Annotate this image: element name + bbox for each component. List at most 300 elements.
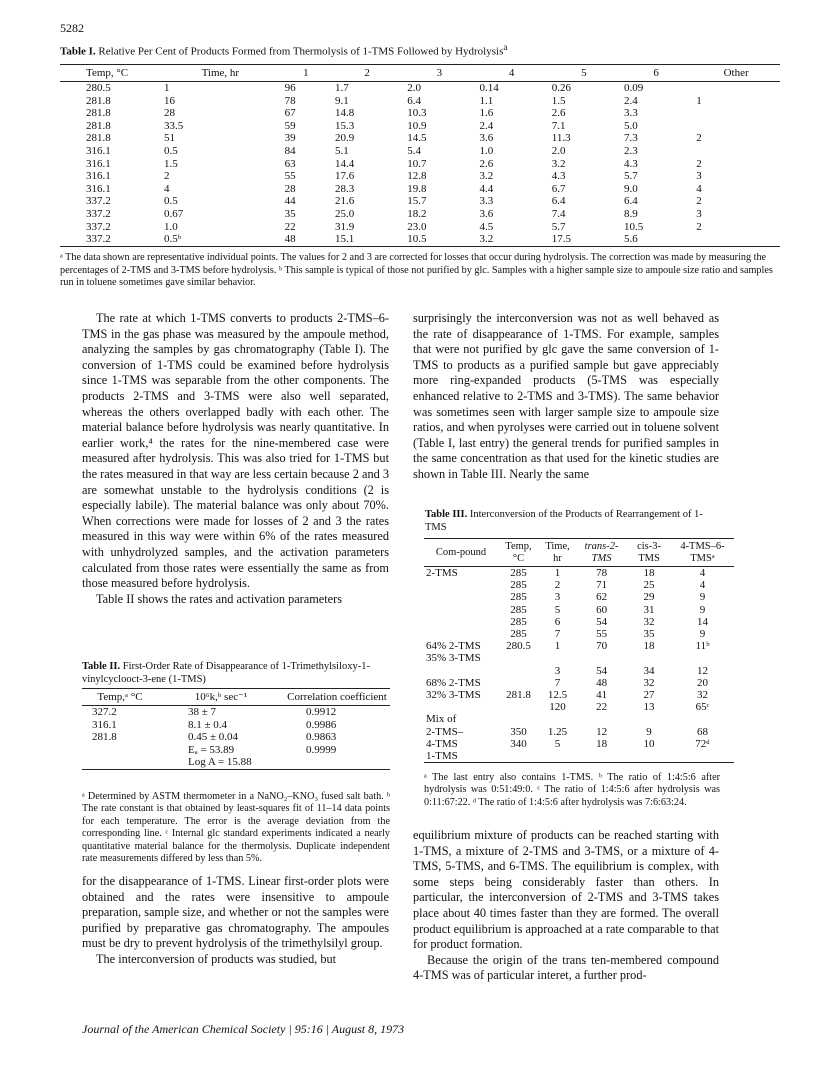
table1-cell: 316.1 [86, 157, 111, 170]
table3-cell: 5 [554, 737, 561, 750]
table1-cell: 17.6 [335, 170, 355, 183]
table2-cell: 316.1 [92, 718, 117, 731]
table1-cell: 3.6 [479, 132, 494, 145]
table3-cell: 4-TMS [426, 737, 458, 750]
table1-cell: 14.4 [335, 157, 355, 170]
table1-cell: 281.8 [86, 132, 111, 145]
table3-header-temp: Temp, °C [498, 539, 539, 567]
table3-header-4-6: 4-TMS–6-TMSᵃ [671, 539, 734, 567]
table3-cell [576, 652, 627, 664]
table3-row [424, 689, 734, 701]
table1-cell: 281.8 [86, 107, 111, 120]
table3-cell: 48 [596, 676, 608, 689]
table1-cell: 84 [284, 144, 296, 157]
table1-row [60, 183, 780, 196]
page-number: 5282 [60, 21, 84, 35]
table3-cell: 9 [646, 725, 652, 738]
table1-cell: 39 [284, 132, 296, 145]
table3-cell: 27 [643, 689, 655, 702]
table3-cell [671, 750, 734, 763]
table3-cell: 12 [596, 725, 608, 738]
table1-cell: 51 [164, 132, 175, 145]
table3-cell: 1 [554, 567, 561, 579]
table1-cell: 35 [284, 207, 296, 220]
table1-cell: 281.8 [86, 94, 111, 107]
table3-cell: 7 [554, 628, 561, 641]
table3-cell: 4 [699, 579, 706, 592]
table1-cell: 25.0 [335, 207, 355, 220]
left-paragraph-1: The rate at which 1-TMS converts to products 2-TMS–6-TMS in the gas phase was measured by the ampoule method, analyzing the samples by gas chromatography (Table I). The conversion of 1-TMS could be examined before hydrolysis since 1-TMS was separable from the other components. The products 2-TMS and 3-TMS were also well separated, whereas the others overlapped badly with each other. The material balance before hydrolysis was nearly quantitative. In earlier work,⁴ the rates for the nine-membered case were measured after hydrolysis. This was also tried for 1-TMS but the rates measured in that way are less certain because 2 and 3 are somewhat unstable to the hydrolysis conditions (2 is especially labile). The material balance was only about 70%. When corrections were made for losses of 2 and 3 the rates measured in this way were within 6% of the rates measured with unhydrolyzed samples, and the activation parameters calculated from those rates were essentially the same as from those measured before hydrolysis. [82, 311, 389, 591]
table3-cell: 68 [696, 725, 708, 738]
table2-cell: 0.9863 [306, 731, 337, 744]
table3-cell [498, 701, 539, 713]
table1-cell: 44 [284, 195, 296, 208]
table1-cell: 7.3 [624, 132, 638, 145]
table3-cell: 1.25 [547, 725, 568, 738]
table2-cell [82, 756, 158, 769]
table2-cell: 0.9986 [306, 718, 337, 731]
table1-cell: 1.5 [551, 94, 566, 107]
table3-header-compound: Com-pound [424, 539, 498, 567]
table1-header-temp: Temp, °C [60, 65, 160, 82]
table1-cell: 8.9 [624, 207, 638, 220]
table3-cell: 18 [643, 640, 655, 653]
table3-cell: 2-TMS [426, 567, 458, 579]
table1-cell: 6.4 [624, 195, 638, 208]
table3-cell: 280.5 [506, 640, 531, 653]
table1-cell: 3.2 [476, 233, 548, 246]
table3-header-time: Time, hr [539, 539, 576, 567]
table1-cell: 3.2 [479, 170, 494, 183]
table1-cell: 14.8 [335, 107, 355, 120]
table1-cell: 3.3 [624, 107, 638, 120]
table1-cell: 316.1 [86, 182, 111, 195]
table1-cell: 17.5 [548, 233, 620, 246]
table3-cell: 34 [643, 664, 655, 677]
table1-cell: 15.7 [407, 195, 427, 208]
table1-header-5: 5 [548, 65, 620, 82]
table1-cell: 9.1 [335, 94, 349, 107]
table1-cell: 337.2 [86, 220, 111, 233]
table1-cell: 28 [164, 107, 175, 120]
table1-cell: 1.1 [479, 94, 494, 107]
table3-cell: 18 [596, 737, 608, 750]
table2-title: First-Order Rate of Disappearance of 1-Trimethylsiloxy-1-vinylcyclooct-3-ene (1-TMS) [82, 661, 370, 685]
table3-row [424, 652, 734, 664]
table2-footnote: ᵃ Determined by ASTM thermometer in a NaNO₂–KNO₃ fused salt bath. ᵇ The rate constant is that obtained by least-squares fit of 11–14 data points for each temperature. The error is the average deviation from the corresponding line. ᶜ Internal glc standard experiments indicated a nearly quantitative material balance for the thermolysis. Duplicate independent rate measurements differed by less than 5%. [82, 791, 390, 865]
table1-cell: 2.4 [479, 119, 494, 132]
table1-cell: 63 [284, 157, 296, 170]
table1-row [60, 132, 780, 145]
table1-cell [692, 145, 780, 158]
table3-cell [424, 579, 498, 591]
table1-cell: 22 [284, 220, 296, 233]
table1-cell: 10.3 [407, 107, 427, 120]
table3 [424, 538, 734, 763]
table2-cell: 0.9912 [306, 706, 337, 718]
table1-cell: 15.1 [331, 233, 403, 246]
table3-cell [498, 677, 539, 689]
table1-cell: 2 [164, 170, 170, 183]
journal-footer: Journal of the American Chemical Society | 95:16 | August 8, 1973 [82, 1022, 405, 1036]
table3-cell: 12.5 [547, 689, 568, 702]
table3-cell: 62 [596, 591, 608, 604]
table3-cell [576, 750, 627, 763]
table1-header-time: Time, hr [160, 65, 281, 82]
table1-cell: 337.2 [60, 233, 160, 246]
table3-cell [539, 713, 576, 725]
table1-row [60, 221, 780, 234]
table1-row [60, 95, 780, 108]
table1-cell: 280.5 [86, 82, 111, 94]
table1-cell: 96 [284, 82, 296, 94]
table1-cell: 12.8 [407, 170, 427, 183]
table3-cell: 350 [510, 725, 527, 738]
table1-cell: 31.9 [335, 220, 355, 233]
table3-cell [627, 713, 671, 725]
table3-row [424, 713, 734, 725]
right-paragraph-1: surprisingly the interconversion was not as well behaved as the rate of disappearance of 1-TMS. For example, samples that were not purified by glc gave the same conversion of 1-TMS to products as a purified sample but gave appreciably more ring-expanded products (5-TMS was especially enhanced relative to 2-TMS and 3-TMS). The same behavior was sometimes seen with larger sample size to ampoule size ratios, and when pyrolyses were carried out in toluene solvent (Table I, last entry) the general trends for purified samples in the same concentration as that used for the kinetic studies are shown in Table III. Nearly the same [413, 311, 719, 481]
table1-cell: 10.5 [403, 233, 475, 246]
table3-cell: 7 [554, 676, 561, 689]
table3-cell: 3 [554, 664, 561, 677]
table3-cell [424, 591, 498, 603]
table1-row [60, 170, 780, 183]
table1-title-mark: a [503, 42, 508, 52]
table1-cell: 5.0 [624, 119, 638, 132]
table1-cell: 16 [164, 94, 175, 107]
table2-label: Table II. [82, 661, 121, 672]
table3-cell [539, 652, 576, 664]
table1-cell: 6.7 [551, 182, 566, 195]
table3-row [424, 604, 734, 616]
table3-cell: 2 [554, 579, 561, 592]
table1-cell: 2.3 [624, 144, 638, 157]
table1-title: Relative Per Cent of Products Formed from Thermolysis of 1-TMS Followed by Hydrolysis [98, 45, 504, 58]
table1-cell: 19.8 [407, 182, 427, 195]
left-column-top [82, 311, 389, 607]
table2-row [82, 756, 390, 769]
table1-cell: 10.5 [624, 220, 644, 233]
table1-cell: 78 [284, 94, 296, 107]
table1-footnote: ᵃ The data shown are representative individual points. The values for 2 and 3 are corrected for losses that occur during hydrolysis. The correction was made by measuring the percentages of 2-TMS and 3-TMS before hydrolysis. ᵇ This sample is typical of those not purified by glc. Samples with a higher sample size to ampoule size ratio and samples run in toluene sometimes gave similar behavior. [60, 252, 773, 288]
table3-cell: 14 [696, 615, 708, 628]
table3-header-row [424, 539, 734, 567]
table1-cell: 2.0 [407, 82, 422, 94]
table1-cell: 0.67 [164, 207, 184, 220]
table3-row [424, 701, 734, 713]
table1-cell [692, 107, 780, 120]
table1-cell: 7.1 [551, 119, 566, 132]
table1-cell: 5.1 [335, 144, 349, 157]
table1-cell: 2 [696, 195, 702, 208]
table3-cell: 2-TMS– [426, 725, 464, 738]
table1-cell [692, 120, 780, 133]
left-paragraph-3: for the disappearance of 1-TMS. Linear first-order plots were obtained and the rates were insensitive to ampoule preparation, sample size, and whether or not the samples were purified by preparative gas chromatography. The ampoules must be dry to prevent hydrolysis of the trimethylsilyl group. [82, 874, 389, 951]
table2-cell [82, 744, 158, 757]
table3-cell: 12 [696, 664, 708, 677]
table3-cell [671, 713, 734, 725]
table3-caption [425, 509, 719, 534]
table1-cell: 2.6 [479, 157, 494, 170]
table3-cell [671, 652, 734, 664]
table1-cell: 7.4 [551, 207, 566, 220]
table1-cell: 3.6 [479, 207, 494, 220]
table1-cell: 10.7 [407, 157, 427, 170]
table1-cell: 0.5 [164, 195, 178, 208]
left-paragraph-4: The interconversion of products was studied, but [96, 951, 337, 966]
table3-cell: 54 [596, 615, 608, 628]
table3-cell: 1-TMS [424, 750, 498, 763]
table1-row [60, 233, 780, 246]
table3-cell: 5 [554, 603, 561, 616]
table1-cell: 21.6 [335, 195, 355, 208]
table3-cell: 70 [596, 640, 608, 653]
table2-header-row [82, 689, 390, 706]
table1-cell: 4 [696, 182, 702, 195]
table1-cell: 337.2 [86, 195, 111, 208]
table3-cell: 65ᶜ [695, 701, 710, 714]
table1-header-6: 6 [620, 65, 692, 82]
table1-cell: 3.2 [551, 157, 566, 170]
table3-cell: 1 [554, 640, 561, 653]
table3-row [424, 591, 734, 603]
table1-cell: 1 [696, 94, 702, 107]
table3-cell: 54 [596, 664, 608, 677]
table3-cell: 60 [596, 603, 608, 616]
table1-cell: 48 [281, 233, 331, 246]
table3-cell: 18 [643, 567, 655, 579]
table3-row [424, 738, 734, 750]
table2-cell: Log A = 15.88 [158, 756, 284, 769]
table1-cell: 0.5 [164, 144, 178, 157]
table1-cell: 0.26 [551, 82, 572, 94]
table1-cell: 3 [696, 207, 702, 220]
table1-cell: 2.6 [551, 107, 566, 120]
table1 [60, 64, 780, 247]
table3-cell: 20 [696, 676, 708, 689]
table3-cell: 120 [549, 701, 566, 714]
table1-cell: 316.1 [86, 144, 111, 157]
left-paragraph-2: Table II shows the rates and activation parameters [96, 591, 343, 606]
table3-cell [424, 701, 498, 713]
table1-cell: 1.6 [479, 107, 494, 120]
table1-cell: 4.5 [479, 220, 494, 233]
table1-cell: 4.3 [551, 170, 566, 183]
table3-cell: 22 [596, 701, 608, 714]
table1-cell: 0.14 [479, 82, 499, 94]
table3-row [424, 628, 734, 640]
table1-label: Table I. [60, 45, 96, 58]
table3-cell: 9 [699, 591, 706, 604]
table1-cell: 1 [164, 82, 170, 94]
table3-cell: 10 [643, 737, 655, 750]
table2-row [82, 706, 390, 719]
table3-cell: 32% 3-TMS [426, 689, 481, 702]
table1-row [60, 107, 780, 120]
table1-cell: 1.7 [335, 82, 349, 94]
table2-cell: 8.1 ± 0.4 [188, 718, 228, 731]
table2-cell: 0.45 ± 0.04 [188, 731, 239, 744]
table1-header-1: 1 [281, 65, 331, 82]
table1-row [60, 145, 780, 158]
table2-row [82, 731, 390, 744]
table1-header-row [60, 65, 780, 82]
table1-cell: 18.2 [407, 207, 427, 220]
table1-header-3: 3 [403, 65, 475, 82]
table1-header-4: 4 [476, 65, 548, 82]
table1-cell: 9.0 [624, 182, 638, 195]
table3-cell: 35% 3-TMS [426, 652, 481, 665]
table3-cell: 340 [510, 737, 527, 750]
table1-cell: 59 [284, 119, 296, 132]
table3-cell [539, 750, 576, 763]
table1-cell: 5.6 [620, 233, 692, 246]
table2-row [82, 744, 390, 757]
table3-row [424, 665, 734, 677]
table1-cell: 10.9 [407, 119, 427, 132]
table3-cell: 9 [699, 603, 706, 616]
table1-cell: 14.5 [407, 132, 427, 145]
table2-row [82, 719, 390, 732]
table1-cell: 281.8 [86, 119, 111, 132]
table3-cell: 64% 2-TMS [426, 640, 481, 653]
table3-cell: 32 [643, 676, 655, 689]
table3-row [424, 567, 734, 580]
table3-cell: 55 [596, 628, 608, 641]
table1-cell: 15.3 [335, 119, 355, 132]
table3-cell: Mix of [426, 713, 457, 726]
table2-header-k: 10⁶k,ᵇ sec⁻¹ [158, 689, 284, 706]
table1-cell: 0.5ᵇ [160, 233, 281, 246]
table1-cell: 28.3 [335, 182, 355, 195]
table1-cell: 11.3 [551, 132, 571, 145]
table2-header-corr: Correlation coefficient [284, 689, 390, 706]
table1-cell: 1.5 [164, 157, 178, 170]
table2 [82, 688, 390, 770]
table3-cell [424, 616, 498, 628]
table1-cell: 5.7 [551, 220, 566, 233]
table2-header-temp: Temp,ᵃ °C [82, 689, 158, 706]
table3-row [424, 677, 734, 689]
table1-cell: 2 [696, 157, 702, 170]
table1-cell [692, 233, 780, 246]
right-paragraph-3: Because the origin of the trans ten-membered compound 4-TMS was of particular interet, a further prod- [413, 952, 719, 983]
table3-cell: 31 [643, 603, 655, 616]
table3-cell [576, 713, 627, 725]
table3-row [424, 726, 734, 738]
table3-cell: 285 [510, 603, 527, 616]
table3-footnote: ᵃ The last entry also contains 1-TMS. ᵇ The ratio of 1:4:5:6 after hydrolysis was 0:51:49:0. ᶜ The ratio of 1:4:5:6 after hydrolysis was 0:11:67:22. ᵈ The ratio of 1:4:5:6 after hydrolysis was 7:6:63:24. [424, 772, 720, 808]
table1-header-other: Other [692, 65, 780, 82]
left-column-bottom [82, 874, 389, 968]
table3-cell: 285 [510, 567, 527, 579]
table1-row [60, 120, 780, 133]
table3-cell: 4 [699, 567, 706, 579]
table1-cell: 2.4 [624, 94, 638, 107]
table2-cell [284, 756, 390, 769]
table1-cell: 5.7 [624, 170, 638, 183]
table3-cell: 71 [596, 579, 608, 592]
table1-cell: 4 [164, 182, 170, 195]
table1-cell: 55 [284, 170, 296, 183]
table3-cell: 25 [643, 579, 655, 592]
table1-cell: 1.0 [479, 144, 494, 157]
table3-cell: 72ᵈ [695, 737, 710, 750]
table3-cell: 29 [643, 591, 655, 604]
table3-cell: 32 [696, 689, 708, 702]
table3-cell: 11ᵇ [695, 640, 710, 653]
table1-cell: 23.0 [407, 220, 427, 233]
table1-cell: 337.2 [86, 207, 111, 220]
table1-row [60, 158, 780, 171]
table1-cell: 28 [284, 182, 296, 195]
table3-cell: 285 [510, 591, 527, 604]
table3-cell: 9 [699, 628, 706, 641]
table3-label: Table III. [425, 509, 468, 520]
table1-row [60, 82, 780, 95]
table3-cell: 6 [554, 615, 561, 628]
table3-cell [424, 604, 498, 616]
table2-cell: 281.8 [92, 731, 117, 744]
table3-cell: 78 [596, 567, 608, 579]
table3-title: Interconversion of the Products of Rearrangement of 1-TMS [425, 509, 703, 533]
table3-cell: 32 [643, 615, 655, 628]
right-column-top [413, 311, 719, 483]
right-column-bottom [413, 828, 719, 984]
table1-cell: 0.09 [624, 82, 644, 94]
table3-cell [498, 665, 539, 677]
table2-cell: 38 ± 7 [188, 706, 217, 718]
table3-cell [498, 713, 539, 725]
table3-row [424, 640, 734, 652]
table1-row [60, 208, 780, 221]
table1-cell: 2 [696, 220, 702, 233]
table1-cell: 1.0 [164, 220, 178, 233]
table1-cell: 5.4 [407, 144, 422, 157]
table3-cell: 285 [510, 615, 527, 628]
table1-cell: 6.4 [551, 195, 566, 208]
table1-caption [60, 42, 780, 58]
table1-cell: 2.0 [551, 144, 566, 157]
table3-cell: 68% 2-TMS [426, 676, 481, 689]
table3-cell: 3 [554, 591, 561, 604]
table1-cell: 3.3 [479, 195, 494, 208]
table2-cell: 0.9999 [306, 743, 337, 756]
table3-cell: 285 [510, 579, 527, 592]
table3-cell [424, 628, 498, 640]
table1-header-2: 2 [331, 65, 403, 82]
table2-cell: Eₐ = 53.89 [188, 743, 235, 756]
table1-cell: 4.3 [624, 157, 638, 170]
table3-cell [627, 652, 671, 664]
table1-cell: 33.5 [164, 119, 184, 132]
table3-cell [498, 652, 539, 664]
table1-cell: 2 [696, 132, 702, 145]
table3-cell: 13 [643, 701, 655, 714]
table2-cell: 327.2 [92, 706, 117, 718]
table3-row [424, 750, 734, 763]
table1-cell: 6.4 [407, 94, 422, 107]
table3-cell: 281.8 [506, 689, 531, 702]
table2-caption [82, 661, 390, 686]
table1-cell [692, 82, 780, 95]
table3-cell [498, 750, 539, 763]
table1-cell: 67 [284, 107, 296, 120]
table3-header-trans: trans-2-TMS [576, 539, 627, 567]
right-paragraph-2: equilibrium mixture of products can be reached starting with 1-TMS, a mixture of 2-TMS and 3-TMS, or a mixture of 4-TMS, 5-TMS, and 6-TMS. The equilibrium is complex, with some steps being considerably faster than others. In particular, the interconversion of 2-TMS and 3-TMS takes place about 40 times faster than they are formed. The overall product equilibrium is approached at a rate comparable to that for product formation. [413, 828, 719, 952]
table3-row [424, 616, 734, 628]
